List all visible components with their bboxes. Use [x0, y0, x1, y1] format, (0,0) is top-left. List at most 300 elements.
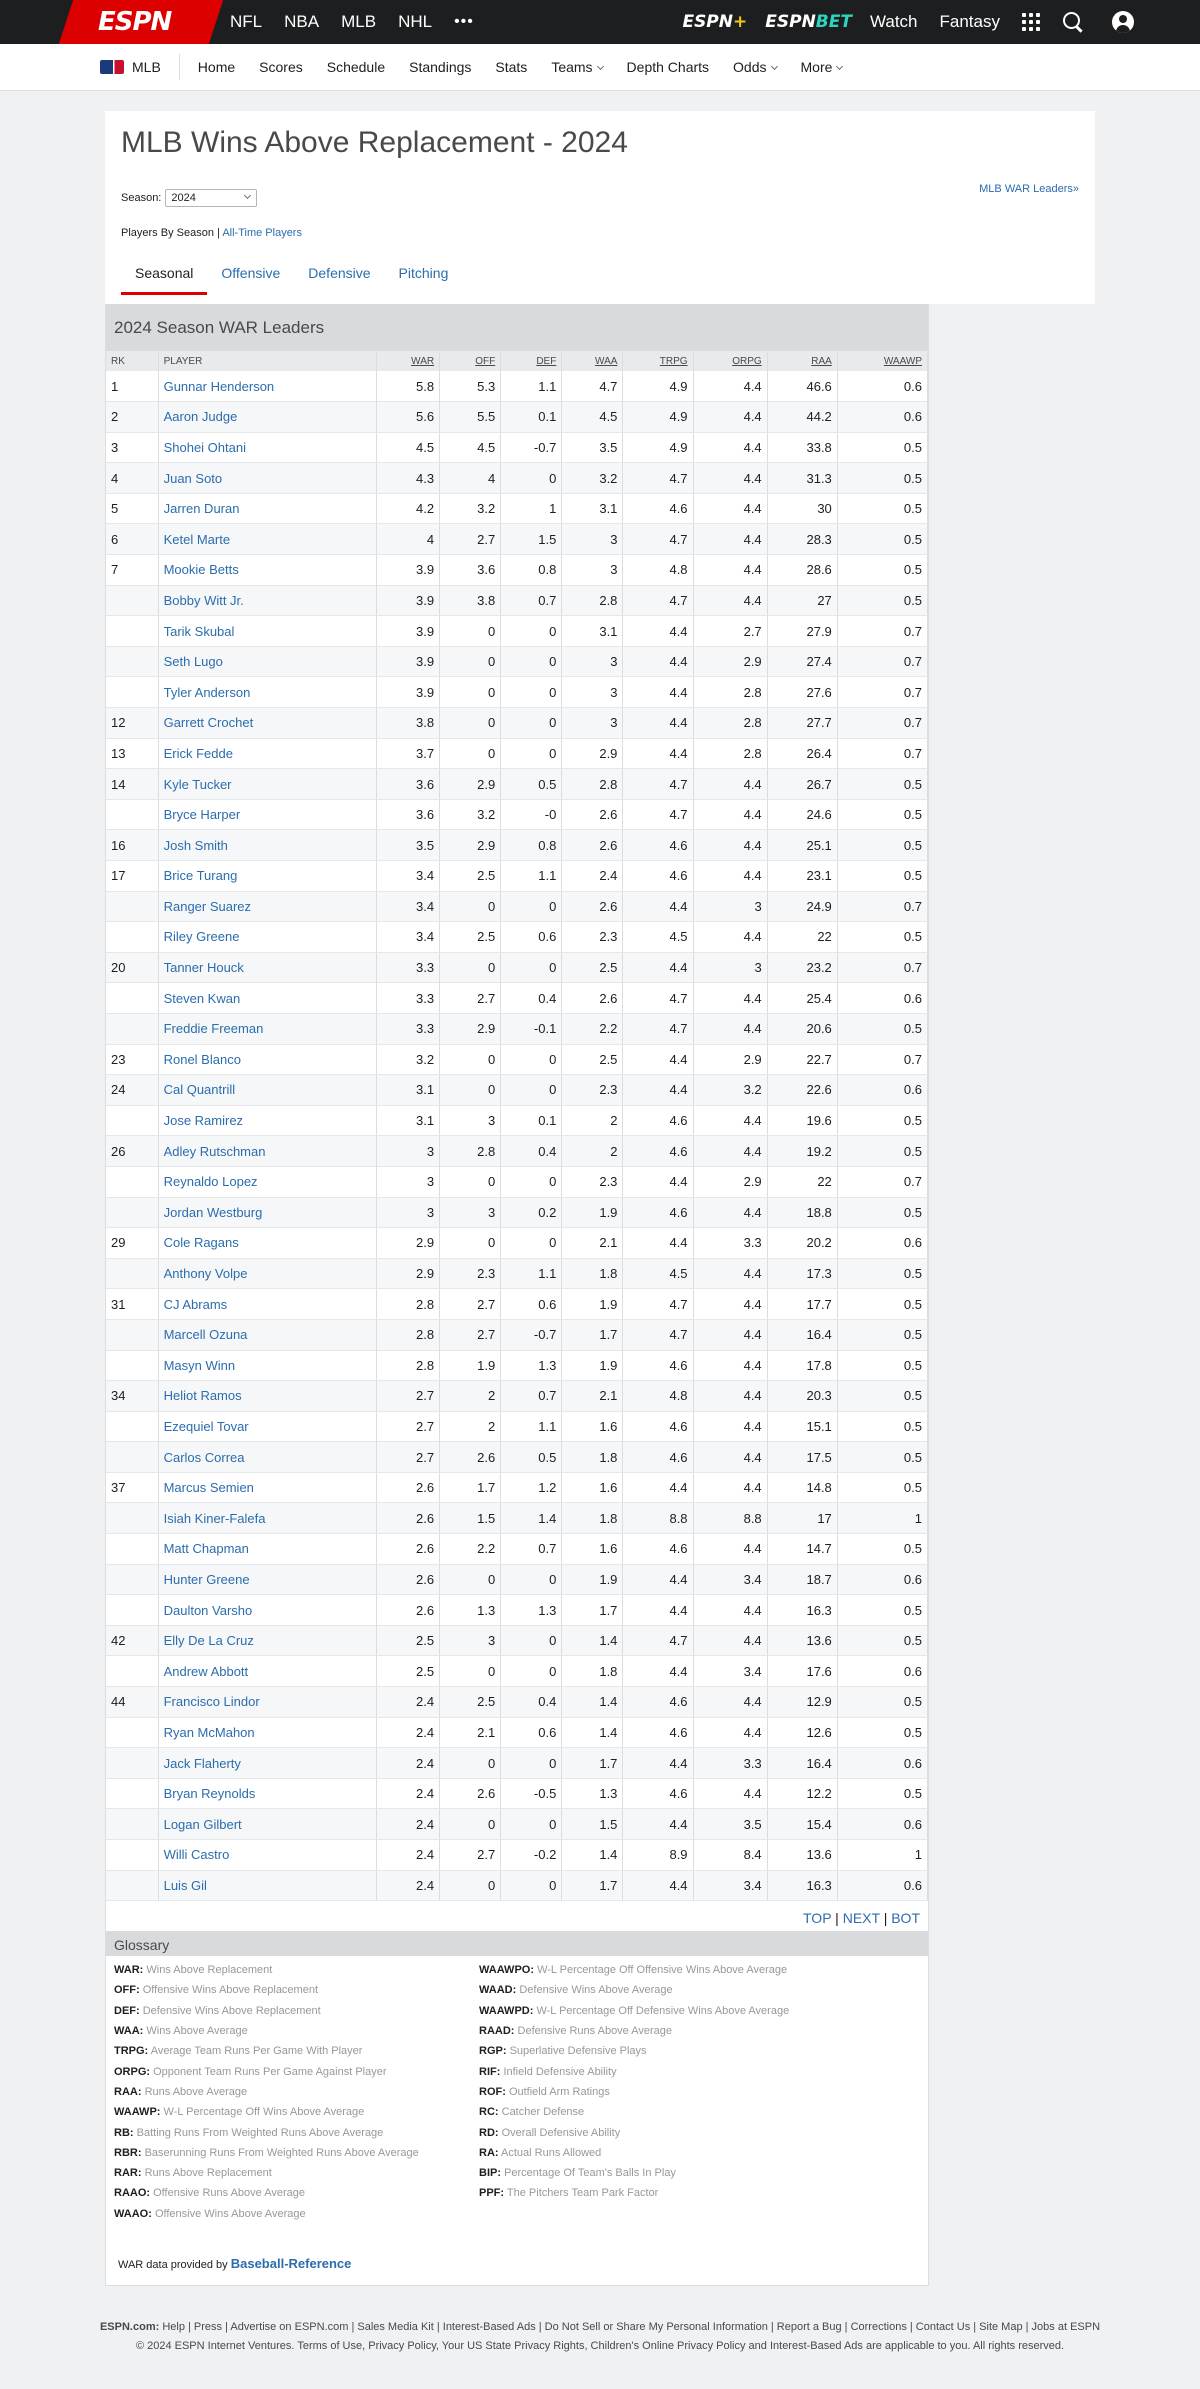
cell-def: 0 [501, 1748, 562, 1779]
players-by-season[interactable]: Players By Season [121, 227, 214, 239]
nav-nhl[interactable]: NHL [398, 12, 433, 31]
cell-off: 0 [440, 1166, 501, 1197]
player-link[interactable]: Hunter Greene [158, 1564, 376, 1595]
cell-rank [106, 1564, 158, 1595]
player-link[interactable]: Juan Soto [158, 463, 376, 494]
cell-orpg: 4.4 [693, 1013, 767, 1044]
cell-rank: 3 [106, 432, 158, 463]
cell-rank: 17 [106, 861, 158, 892]
cell-raa: 25.4 [767, 983, 837, 1014]
pager-separator: | [883, 1910, 888, 1927]
cell-war: 2.8 [376, 1350, 439, 1381]
cell-waa: 2.1 [562, 1381, 623, 1412]
subnav-depth-charts[interactable]: Depth Charts [626, 59, 710, 75]
table-header-row [106, 351, 928, 371]
glossary-entry [479, 2167, 844, 2187]
cell-war: 2.6 [376, 1564, 439, 1595]
tab-pitching[interactable]: Pitching [398, 265, 449, 281]
table-row [106, 1289, 928, 1320]
player-link[interactable]: Reynaldo Lopez [158, 1166, 376, 1197]
table-row [106, 646, 928, 677]
cell-orpg: 4.4 [693, 1595, 767, 1626]
apps-grid-icon[interactable] [1022, 13, 1040, 31]
table-row [106, 677, 928, 708]
player-link[interactable]: Bryan Reynolds [158, 1778, 376, 1809]
cell-orpg: 4.4 [693, 555, 767, 586]
pager-top[interactable]: TOP [803, 1910, 832, 1927]
player-link[interactable]: Josh Smith [158, 830, 376, 861]
subnav-standings[interactable]: Standings [409, 59, 472, 75]
espn-logo[interactable]: ESPN [98, 7, 172, 37]
player-link[interactable]: Bobby Witt Jr. [158, 585, 376, 616]
player-link[interactable]: Heliot Ramos [158, 1381, 376, 1412]
cell-rank: 1 [106, 371, 158, 402]
player-link[interactable]: Steven Kwan [158, 983, 376, 1014]
cell-trpg: 4.7 [623, 1013, 693, 1044]
cell-off: 0 [440, 891, 501, 922]
cell-waa: 2.8 [562, 585, 623, 616]
credit-text: WAR data provided by [118, 2259, 228, 2272]
espn-bet-mark: BET [815, 12, 852, 32]
player-link[interactable]: CJ Abrams [158, 1289, 376, 1320]
cell-waawp: 0.5 [837, 1197, 927, 1228]
cell-trpg: 4.8 [623, 1381, 693, 1412]
header-war[interactable]: WAR [376, 351, 439, 371]
cell-waa: 1.9 [562, 1350, 623, 1381]
cell-rank [106, 1534, 158, 1565]
table-row [106, 1595, 928, 1626]
cell-trpg: 4.4 [623, 708, 693, 739]
cell-def: 0 [501, 463, 562, 494]
player-link[interactable]: Jordan Westburg [158, 1197, 376, 1228]
cell-trpg: 4.4 [623, 646, 693, 677]
nav-nba[interactable]: NBA [284, 12, 320, 31]
cell-off: 0 [440, 1564, 501, 1595]
cell-waa: 1.4 [562, 1625, 623, 1656]
player-link[interactable]: Freddie Freeman [158, 1013, 376, 1044]
cell-orpg: 4.4 [693, 1381, 767, 1412]
cell-raa: 12.9 [767, 1687, 837, 1718]
cell-waawp: 0.5 [837, 1442, 927, 1473]
glossary-entry [114, 2187, 479, 2207]
cell-def: 1 [501, 493, 562, 524]
cell-off: 2.5 [440, 922, 501, 953]
cell-off: 4 [440, 463, 501, 494]
cell-orpg: 3.2 [693, 1075, 767, 1106]
glossary-term: RAAO: [114, 2187, 151, 2200]
cell-war: 2.4 [376, 1840, 439, 1871]
cell-war: 2.4 [376, 1748, 439, 1779]
players-divider: | [213, 227, 223, 239]
cell-trpg: 4.6 [623, 1136, 693, 1167]
page-title: MLB Wins Above Replacement - 2024 [121, 126, 628, 159]
glossary-definition: Opponent Team Runs Per Game Against Player [153, 2065, 387, 2078]
cell-orpg: 2.9 [693, 646, 767, 677]
stat-tabs [121, 257, 462, 295]
cell-trpg: 4.9 [623, 371, 693, 402]
cell-orpg: 3.4 [693, 1656, 767, 1687]
pager-bot[interactable]: BOT [891, 1910, 920, 1927]
cell-waa: 2.2 [562, 1013, 623, 1044]
subnav-teams-label: Teams [551, 59, 593, 75]
cell-waawp: 0.6 [837, 1809, 927, 1840]
cell-waawp: 0.7 [837, 891, 927, 922]
cell-off: 2.5 [440, 861, 501, 892]
cell-def: 1.1 [501, 1411, 562, 1442]
cell-rank [106, 1350, 158, 1381]
glossary-definition: Wins Above Replacement [146, 1964, 273, 1977]
cell-war: 3.4 [376, 922, 439, 953]
cell-def: 0.6 [501, 922, 562, 953]
cell-trpg: 4.4 [623, 1166, 693, 1197]
cell-waa: 2.5 [562, 1044, 623, 1075]
nav-mlb[interactable]: MLB [341, 12, 377, 31]
cell-trpg: 4.7 [623, 524, 693, 555]
cell-waa: 1.4 [562, 1687, 623, 1718]
cell-rank: 12 [106, 708, 158, 739]
glossary-definition: Baserunning Runs From Weighted Runs Above Average [144, 2146, 419, 2159]
espn-plus-link[interactable] [682, 12, 747, 32]
cell-waawp: 0.5 [837, 1258, 927, 1289]
cell-def: 1.1 [501, 1258, 562, 1289]
cell-war: 2.8 [376, 1289, 439, 1320]
chevron-down-icon [244, 191, 251, 198]
table-row [106, 1870, 928, 1901]
subnav-schedule[interactable]: Schedule [326, 59, 386, 75]
glossary-entry [479, 2127, 844, 2147]
player-link[interactable]: Matt Chapman [158, 1534, 376, 1565]
cell-off: 0 [440, 1228, 501, 1259]
table-row [106, 1228, 928, 1259]
cell-off: 2.5 [440, 1687, 501, 1718]
cell-off: 2.9 [440, 830, 501, 861]
cell-off: 2.9 [440, 769, 501, 800]
player-link[interactable]: Jose Ramirez [158, 1105, 376, 1136]
player-link[interactable]: Ranger Suarez [158, 891, 376, 922]
pager-next[interactable]: NEXT [842, 1910, 880, 1927]
cell-waawp: 0.6 [837, 983, 927, 1014]
cell-war: 3.3 [376, 1013, 439, 1044]
cell-def: 0.5 [501, 769, 562, 800]
cell-off: 0 [440, 616, 501, 647]
subnav-more[interactable] [801, 59, 843, 75]
player-link[interactable]: Carlos Correa [158, 1442, 376, 1473]
table-row [106, 1534, 928, 1565]
all-time-players-link[interactable]: All-Time Players [222, 227, 302, 239]
table-row [106, 1687, 928, 1718]
cell-waawp: 0.5 [837, 1013, 927, 1044]
cell-rank [106, 1258, 158, 1289]
cell-orpg: 4.4 [693, 861, 767, 892]
cell-raa: 28.3 [767, 524, 837, 555]
cell-waawp: 0.5 [837, 1105, 927, 1136]
player-link[interactable]: Ezequiel Tovar [158, 1411, 376, 1442]
more-sports-icon[interactable]: ••• [454, 13, 474, 30]
table-row [106, 493, 928, 524]
baseball-reference-link[interactable]: Baseball-Reference [230, 2256, 352, 2272]
player-link[interactable]: Andrew Abbott [158, 1656, 376, 1687]
glossary-entry [114, 2106, 479, 2126]
cell-war: 2.4 [376, 1687, 439, 1718]
tab-defensive[interactable]: Defensive [308, 265, 371, 281]
header-orpg[interactable]: ORPG [693, 351, 767, 371]
cell-war: 2.6 [376, 1595, 439, 1626]
tab-offensive[interactable]: Offensive [221, 265, 281, 281]
glossary-entry [479, 2045, 844, 2065]
player-link[interactable]: Ryan McMahon [158, 1717, 376, 1748]
player-link[interactable]: Erick Fedde [158, 738, 376, 769]
header-trpg[interactable]: TRPG [623, 351, 693, 371]
cell-def: 0 [501, 708, 562, 739]
subnav-teams[interactable] [551, 59, 602, 75]
cell-waa: 4.7 [562, 371, 623, 402]
cell-def: -0.5 [501, 1778, 562, 1809]
cell-raa: 12.2 [767, 1778, 837, 1809]
glossary-term: RA: [479, 2146, 499, 2159]
cell-rank: 14 [106, 769, 158, 800]
subnav-scores[interactable]: Scores [259, 59, 303, 75]
cell-trpg: 4.5 [623, 922, 693, 953]
table-row [106, 1778, 928, 1809]
cell-waa: 1.3 [562, 1778, 623, 1809]
header-waawp[interactable]: WAAWP [837, 351, 927, 371]
player-link[interactable]: Ronel Blanco [158, 1044, 376, 1075]
glossary-definition: Defensive Wins Above Average [519, 1984, 673, 1997]
cell-waa: 1.7 [562, 1319, 623, 1350]
cell-waawp: 0.6 [837, 1870, 927, 1901]
cell-war: 4 [376, 524, 439, 555]
cell-rank [106, 677, 158, 708]
player-link[interactable]: Elly De La Cruz [158, 1625, 376, 1656]
player-link[interactable]: Luis Gil [158, 1870, 376, 1901]
cell-rank: 31 [106, 1289, 158, 1320]
cell-def: 0.4 [501, 1136, 562, 1167]
cell-def: 0.5 [501, 1442, 562, 1473]
season-select[interactable] [165, 189, 257, 207]
player-link[interactable]: Francisco Lindor [158, 1687, 376, 1718]
subnav-odds[interactable] [733, 59, 776, 75]
cell-def: 1.1 [501, 371, 562, 402]
player-link[interactable]: Shohei Ohtani [158, 432, 376, 463]
cell-waa: 3.1 [562, 616, 623, 647]
player-link[interactable]: Willi Castro [158, 1840, 376, 1871]
glossary-definition: W-L Percentage Off Defensive Wins Above Average [536, 2004, 790, 2017]
cell-off: 4.5 [440, 432, 501, 463]
player-link[interactable]: Jarren Duran [158, 493, 376, 524]
chevron-down-icon [770, 63, 777, 70]
cell-orpg: 4.4 [693, 1289, 767, 1320]
espn-bet-link[interactable] [765, 12, 852, 32]
table-row [106, 524, 928, 555]
player-link[interactable]: Cal Quantrill [158, 1075, 376, 1106]
cell-trpg: 4.7 [623, 1289, 693, 1320]
player-link[interactable]: Masyn Winn [158, 1350, 376, 1381]
cell-waawp: 1 [837, 1503, 927, 1534]
glossary-definition: Runs Above Replacement [144, 2167, 272, 2180]
table-row [106, 738, 928, 769]
glossary-entry [114, 2167, 479, 2187]
table-row [106, 585, 928, 616]
cell-off: 0 [440, 1656, 501, 1687]
cell-trpg: 4.4 [623, 891, 693, 922]
glossary-entry [479, 2106, 844, 2126]
subnav-stats[interactable]: Stats [495, 59, 528, 75]
subnav-home[interactable]: Home [197, 59, 236, 75]
cell-def: 0 [501, 952, 562, 983]
profile-icon[interactable] [1112, 11, 1134, 33]
nav-fantasy[interactable]: Fantasy [939, 12, 1000, 31]
tab-seasonal[interactable]: Seasonal [121, 257, 207, 295]
cell-waa: 2.3 [562, 1075, 623, 1106]
cell-def: 0.2 [501, 1197, 562, 1228]
player-link[interactable]: Daulton Varsho [158, 1595, 376, 1626]
player-link[interactable]: Riley Greene [158, 922, 376, 953]
player-link[interactable]: Tyler Anderson [158, 677, 376, 708]
cell-trpg: 4.4 [623, 1809, 693, 1840]
player-link[interactable]: Marcell Ozuna [158, 1319, 376, 1350]
cell-rank: 7 [106, 555, 158, 586]
table-row [106, 1748, 928, 1779]
cell-raa: 23.1 [767, 861, 837, 892]
cell-trpg: 4.9 [623, 432, 693, 463]
cell-orpg: 2.9 [693, 1166, 767, 1197]
cell-rank [106, 1411, 158, 1442]
player-link[interactable]: Aaron Judge [158, 402, 376, 433]
nav-nfl[interactable]: NFL [230, 12, 263, 31]
player-link[interactable]: Kyle Tucker [158, 769, 376, 800]
glossary-term: RAR: [114, 2167, 142, 2180]
cell-def: 0 [501, 891, 562, 922]
table-row [106, 1136, 928, 1167]
cell-waawp: 0.5 [837, 861, 927, 892]
glossary-term: RB: [114, 2126, 134, 2139]
search-icon[interactable] [1062, 11, 1084, 33]
cell-trpg: 4.4 [623, 616, 693, 647]
cell-waawp: 0.5 [837, 493, 927, 524]
cell-def: 0 [501, 1228, 562, 1259]
cell-trpg: 4.6 [623, 1534, 693, 1565]
cell-off: 3.2 [440, 493, 501, 524]
cell-raa: 15.1 [767, 1411, 837, 1442]
utility-nav [682, 0, 1134, 44]
cell-orpg: 4.4 [693, 1411, 767, 1442]
cell-war: 4.5 [376, 432, 439, 463]
player-link[interactable]: Mookie Betts [158, 555, 376, 586]
cell-war: 3.4 [376, 861, 439, 892]
header-waa[interactable]: WAA [562, 351, 623, 371]
player-link[interactable]: Anthony Volpe [158, 1258, 376, 1289]
player-link[interactable]: Brice Turang [158, 861, 376, 892]
footer-link-list[interactable]: Help | Press | Advertise on ESPN.com | Sales Media Kit | Interest-Based Ads | Do Not Sell or Share My Personal Information | Report a Bug | Corrections | Contact Us | Site Map | Jobs at ESPN [162, 2321, 1101, 2333]
cell-waa: 2.6 [562, 799, 623, 830]
subnav-more-label: More [800, 59, 833, 75]
cell-trpg: 4.6 [623, 1442, 693, 1473]
mlb-section-link[interactable] [100, 54, 180, 80]
player-link[interactable]: Gunnar Henderson [158, 371, 376, 402]
player-link[interactable]: Adley Rutschman [158, 1136, 376, 1167]
player-link[interactable]: Seth Lugo [158, 646, 376, 677]
header-off[interactable]: OFF [440, 351, 501, 371]
table-row [106, 983, 928, 1014]
player-link[interactable]: Garrett Crochet [158, 708, 376, 739]
cell-trpg: 8.9 [623, 1840, 693, 1871]
cell-def: 0.8 [501, 830, 562, 861]
cell-trpg: 4.4 [623, 1870, 693, 1901]
player-link[interactable]: Bryce Harper [158, 799, 376, 830]
cell-trpg: 4.6 [623, 1197, 693, 1228]
cell-war: 5.6 [376, 402, 439, 433]
cell-raa: 20.3 [767, 1381, 837, 1412]
cell-waa: 1.6 [562, 1411, 623, 1442]
player-link[interactable]: Cole Ragans [158, 1228, 376, 1259]
cell-rank: 29 [106, 1228, 158, 1259]
cell-waawp: 0.5 [837, 1717, 927, 1748]
glossary-definition: Outfield Arm Ratings [508, 2085, 610, 2098]
cell-rank: 34 [106, 1381, 158, 1412]
player-link[interactable]: Isiah Kiner-Falefa [158, 1503, 376, 1534]
war-leaders-link[interactable]: MLB WAR Leaders» [979, 183, 1079, 195]
cell-war: 3 [376, 1136, 439, 1167]
cell-def: 0.1 [501, 402, 562, 433]
cell-waa: 2.4 [562, 861, 623, 892]
cell-raa: 17.5 [767, 1442, 837, 1473]
war-table [106, 351, 928, 1901]
cell-waawp: 0.7 [837, 708, 927, 739]
player-link[interactable]: Logan Gilbert [158, 1809, 376, 1840]
cell-war: 4.3 [376, 463, 439, 494]
nav-watch[interactable]: Watch [869, 12, 918, 31]
header-def[interactable]: DEF [501, 351, 562, 371]
player-link[interactable]: Marcus Semien [158, 1472, 376, 1503]
glossary-entry [479, 2147, 844, 2167]
player-link[interactable]: Tarik Skubal [158, 616, 376, 647]
player-link[interactable]: Tanner Houck [158, 952, 376, 983]
cell-raa: 28.6 [767, 555, 837, 586]
cell-raa: 19.6 [767, 1105, 837, 1136]
cell-off: 2.2 [440, 1534, 501, 1565]
cell-waawp: 0.5 [837, 922, 927, 953]
cell-waawp: 0.6 [837, 1656, 927, 1687]
cell-war: 3.9 [376, 616, 439, 647]
glossary-definition: Percentage Of Team's Balls In Play [504, 2167, 676, 2180]
cell-waawp: 0.6 [837, 1748, 927, 1779]
glossary-term: WAAWPO: [479, 1964, 534, 1977]
cell-raa: 16.4 [767, 1319, 837, 1350]
table-row [106, 1411, 928, 1442]
header-raa[interactable]: RAA [767, 351, 837, 371]
cell-orpg: 4.4 [693, 1319, 767, 1350]
chevron-down-icon [597, 63, 604, 70]
glossary-term: RD: [479, 2126, 499, 2139]
cell-waawp: 0.5 [837, 1411, 927, 1442]
cell-rank [106, 1197, 158, 1228]
player-link[interactable]: Ketel Marte [158, 524, 376, 555]
cell-waa: 2 [562, 1105, 623, 1136]
subnav-odds-label: Odds [733, 59, 767, 75]
table-row [106, 1472, 928, 1503]
player-link[interactable]: Jack Flaherty [158, 1748, 376, 1779]
season-filter [121, 189, 257, 207]
cell-trpg: 4.6 [623, 830, 693, 861]
cell-war: 2.7 [376, 1411, 439, 1442]
cell-orpg: 3.3 [693, 1748, 767, 1779]
cell-raa: 27.7 [767, 708, 837, 739]
cell-orpg: 4.4 [693, 463, 767, 494]
cell-off: 0 [440, 1748, 501, 1779]
cell-trpg: 4.6 [623, 493, 693, 524]
cell-waa: 1.8 [562, 1258, 623, 1289]
cell-war: 3.3 [376, 983, 439, 1014]
